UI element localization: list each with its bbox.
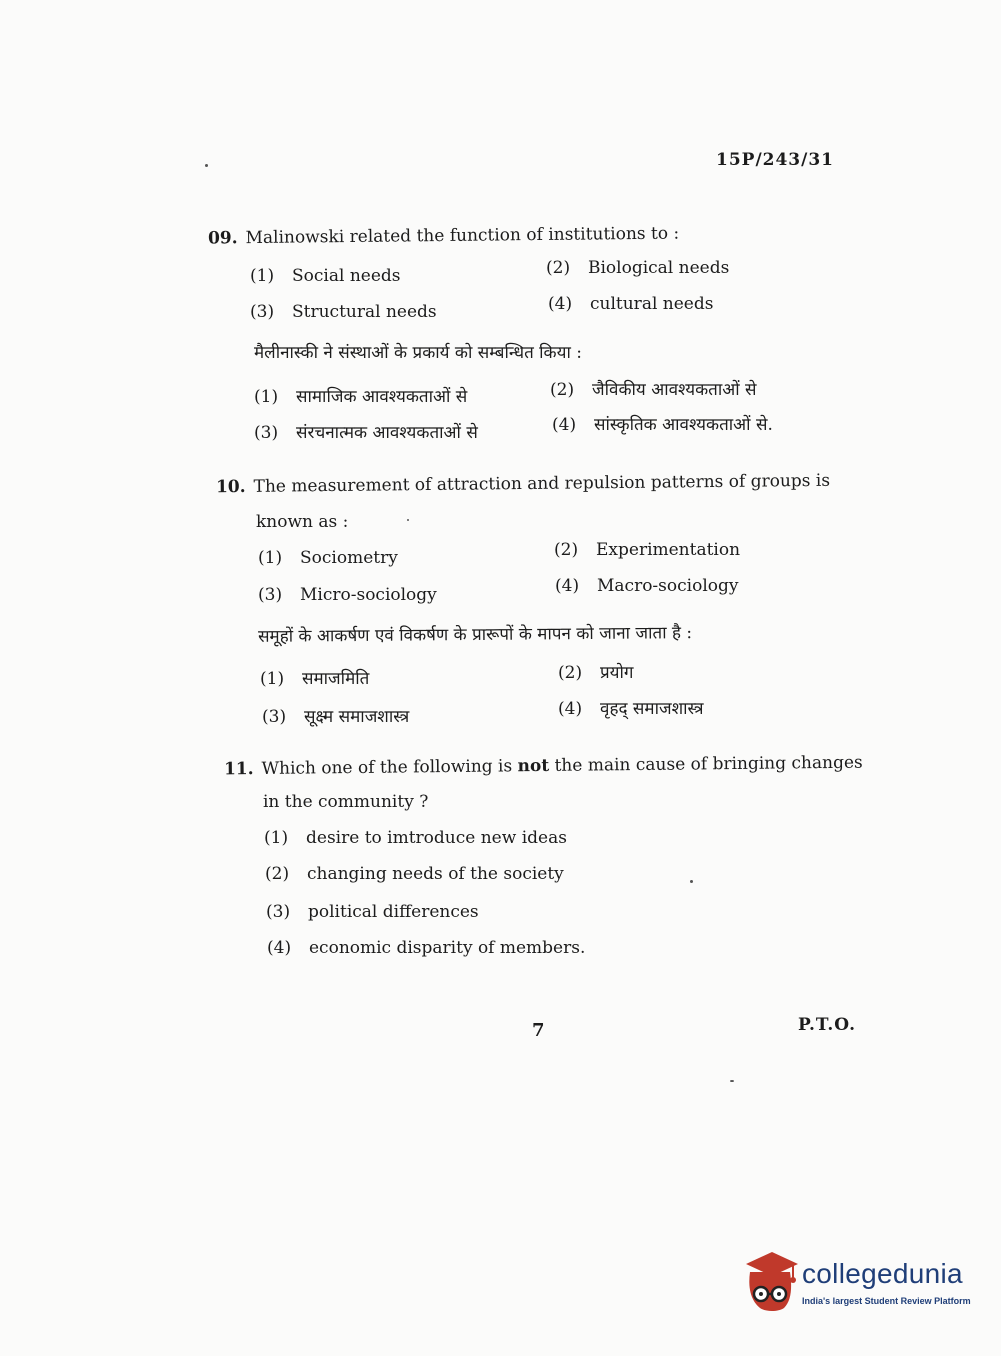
collegedunia-logo — [742, 1248, 972, 1318]
q10-text-en-line2: known as : — [256, 512, 349, 532]
question-text-en: Malinowski related the function of institutions to : — [245, 223, 680, 249]
scan-speck — [205, 164, 208, 167]
question-text-en-bold: not — [517, 755, 550, 777]
paper-code: 15P/243/31 — [716, 150, 835, 170]
question-text-en-post: the main cause of bringing changes — [549, 752, 863, 776]
question-11 — [224, 753, 863, 780]
question-number: 10. — [215, 476, 246, 498]
q10-option-3: (3) Micro-sociology — [258, 585, 437, 605]
q09-option-4: (4) cultural needs — [548, 294, 714, 314]
question-number: 11. — [223, 759, 254, 780]
logo-brand-text: collegedunia — [802, 1258, 963, 1289]
pto-label: P.T.O. — [798, 1015, 856, 1035]
question-text-en: The measurement of attraction and repulsion patterns of groups is — [253, 470, 831, 497]
question-09 — [208, 224, 679, 249]
q10-option-4: (4) Macro-sociology — [555, 576, 739, 596]
scan-speck — [730, 1080, 734, 1082]
q10-option-hi-4: (4) वृहद् समाजशास्त्र — [558, 699, 704, 719]
q11-option-4: (4) economic disparity of members. — [267, 938, 586, 958]
q09-option-3: (3) Structural needs — [250, 302, 437, 322]
q10-text-hi: समूहों के आकर्षण एवं विकर्षण के प्रारूपों के मापन को जाना जाता है : — [257, 623, 693, 647]
page-number: 7 — [532, 1020, 545, 1041]
q09-option-hi-4: (4) सांस्कृतिक आवश्यकताओं से. — [552, 415, 773, 435]
q10-option-1: (1) Sociometry — [258, 548, 398, 568]
question-number: 09. — [207, 228, 238, 249]
logo-mascot-icon — [742, 1250, 800, 1314]
q10-option-hi-1: (1) समाजमिति — [260, 669, 370, 689]
scan-speck — [690, 880, 693, 883]
logo-tagline: India's largest Student Review Platform — [802, 1296, 971, 1306]
question-10 — [216, 471, 830, 497]
q11-option-3: (3) political differences — [266, 902, 479, 922]
q09-option-1: (1) Social needs — [250, 266, 401, 286]
q10-option-hi-2: (2) प्रयोग — [558, 663, 634, 683]
q09-option-hi-3: (3) संरचनात्मक आवश्यकताओं से — [254, 423, 478, 443]
scan-speck — [407, 519, 409, 521]
q09-option-hi-1: (1) सामाजिक आवश्यकताओं से — [254, 387, 468, 407]
q11-text-en-line2: in the community ? — [263, 792, 429, 812]
q11-option-1: (1) desire to imtroduce new ideas — [264, 828, 567, 848]
q11-option-2: (2) changing needs of the society — [265, 864, 564, 884]
q09-option-2: (2) Biological needs — [546, 258, 730, 278]
q10-option-2: (2) Experimentation — [554, 540, 741, 560]
q09-text-hi: मैलीनास्की ने संस्थाओं के प्रकार्य को सम्बन्धित किया : — [254, 343, 583, 363]
question-text-en-pre: Which one of the following is — [261, 756, 518, 779]
q10-option-hi-3: (3) सूक्ष्म समाजशास्त्र — [262, 707, 410, 727]
q09-option-hi-2: (2) जैविकीय आवश्यकताओं से — [550, 380, 757, 400]
